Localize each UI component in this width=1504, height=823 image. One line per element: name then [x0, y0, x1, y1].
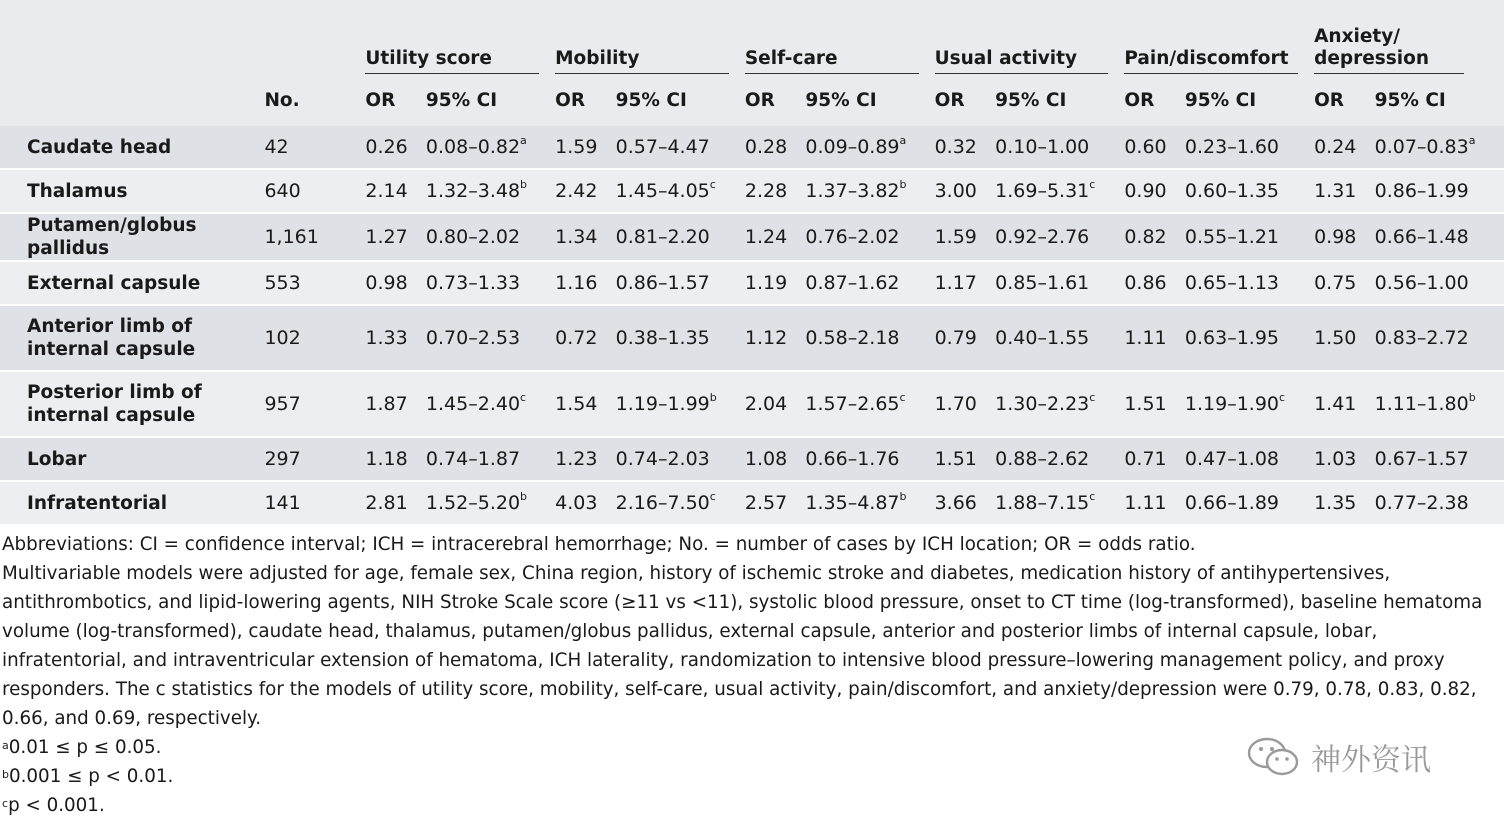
ci-header: 95% CI	[995, 89, 1067, 111]
or-cell: 1.51	[1124, 371, 1185, 437]
or-cell: 1.19	[745, 261, 806, 305]
significance-mark: a	[520, 134, 527, 147]
significance-mark: b	[899, 178, 907, 191]
ci-cell	[616, 169, 745, 213]
or-cell: 1.24	[745, 213, 806, 261]
group-header: Usual activity	[935, 48, 1109, 74]
ci-cell	[1185, 169, 1314, 213]
table-row	[0, 371, 1504, 437]
ci-cell	[1185, 213, 1314, 261]
location-cell: Anterior limb of internal capsule	[0, 305, 264, 371]
ci-value: 0.74–1.87	[425, 448, 521, 470]
significance-mark: b	[520, 490, 528, 503]
or-cell: 0.32	[935, 126, 996, 169]
location-cell: Infratentorial	[0, 481, 264, 524]
or-cell: 4.03	[555, 481, 616, 524]
group-header-row	[0, 0, 1504, 74]
or-cell: 0.75	[1314, 261, 1375, 305]
or-cell: 1.35	[1314, 481, 1375, 524]
ci-cell	[805, 213, 934, 261]
or-cell: 2.42	[555, 169, 616, 213]
ci-value: 0.86–1.99	[1374, 180, 1469, 202]
ci-value: 0.66–1.48	[1374, 226, 1469, 248]
ci-cell	[1185, 126, 1314, 169]
or-cell: 0.82	[1124, 213, 1185, 261]
count-cell: 640	[264, 169, 365, 213]
ci-cell	[426, 261, 555, 305]
ci-cell	[995, 169, 1124, 213]
or-cell: 2.81	[365, 481, 426, 524]
ci-cell	[805, 437, 934, 481]
or-header: OR	[744, 89, 775, 111]
ci-cell	[426, 371, 555, 437]
ci-value: 0.70–2.53	[425, 327, 521, 349]
location-cell: Thalamus	[0, 169, 264, 213]
ci-cell	[1375, 371, 1504, 437]
no-header: No.	[264, 89, 300, 111]
or-cell: 1.31	[1314, 169, 1375, 213]
ci-cell	[805, 481, 934, 524]
wechat-icon	[1245, 735, 1303, 779]
ci-value: 0.55–1.21	[1184, 226, 1279, 248]
or-cell: 1.11	[1124, 481, 1185, 524]
or-cell: 1.12	[745, 305, 806, 371]
ci-cell	[616, 261, 745, 305]
ci-cell	[805, 371, 934, 437]
ci-cell	[616, 305, 745, 371]
group-header: Anxiety/ depression	[1314, 26, 1464, 74]
ci-cell	[995, 126, 1124, 169]
significance-mark: c	[1089, 178, 1096, 191]
ci-cell	[995, 437, 1124, 481]
ci-cell	[1375, 437, 1504, 481]
or-cell: 1.50	[1314, 305, 1375, 371]
abbreviations-note: Abbreviations: CI = confidence interval; ICH = intracerebral hemorrhage; No. = number of cases by ICH location; OR = odds ratio.	[2, 534, 1196, 555]
ci-cell	[995, 481, 1124, 524]
or-cell: 1.59	[555, 126, 616, 169]
significance-mark: c	[709, 490, 716, 503]
ci-cell	[995, 305, 1124, 371]
significance-mark: c	[520, 391, 527, 404]
ci-cell	[805, 261, 934, 305]
ci-value: 0.09–0.89	[805, 136, 900, 158]
ci-value: 1.11–1.80	[1374, 393, 1469, 415]
or-header: OR	[555, 89, 586, 111]
or-cell: 1.27	[365, 213, 426, 261]
significance-mark: b	[709, 391, 717, 404]
or-cell: 0.98	[1314, 213, 1375, 261]
significance-mark: c	[1279, 391, 1286, 404]
ci-cell	[1375, 261, 1504, 305]
ci-cell	[616, 481, 745, 524]
footnote-text: p < 0.001.	[8, 795, 105, 816]
table-row	[0, 169, 1504, 213]
count-cell: 42	[264, 126, 365, 169]
ci-header: 95% CI	[615, 89, 687, 111]
or-cell: 0.28	[745, 126, 806, 169]
or-cell: 0.72	[555, 305, 616, 371]
ci-value: 0.83–2.72	[1374, 327, 1469, 349]
ci-header: 95% CI	[1374, 89, 1446, 111]
ci-value: 1.32–3.48	[425, 180, 521, 202]
ci-cell	[805, 126, 934, 169]
ci-value: 1.88–7.15	[995, 492, 1090, 514]
table-row	[0, 126, 1504, 169]
ci-cell	[426, 305, 555, 371]
ci-header: 95% CI	[1184, 89, 1257, 111]
count-cell: 102	[264, 305, 365, 371]
or-cell: 1.08	[745, 437, 806, 481]
or-cell: 2.28	[745, 169, 806, 213]
subheader-row	[0, 74, 1504, 126]
ci-value: 0.08–0.82	[425, 136, 521, 158]
significance-mark: c	[1089, 490, 1096, 503]
ci-cell	[995, 213, 1124, 261]
count-cell: 553	[264, 261, 365, 305]
or-cell: 0.98	[365, 261, 426, 305]
ci-cell	[1185, 481, 1314, 524]
ci-value: 0.47–1.08	[1184, 448, 1279, 470]
count-cell: 141	[264, 481, 365, 524]
footnote-mark: a	[2, 739, 9, 752]
location-cell: Caudate head	[0, 126, 264, 169]
ci-value: 0.07–0.83	[1374, 136, 1469, 158]
ci-cell	[1375, 126, 1504, 169]
count-cell: 297	[264, 437, 365, 481]
or-cell: 1.54	[555, 371, 616, 437]
or-cell: 0.90	[1124, 169, 1185, 213]
ci-cell	[995, 371, 1124, 437]
ci-value: 2.16–7.50	[615, 492, 710, 514]
or-cell: 0.71	[1124, 437, 1185, 481]
ci-value: 0.40–1.55	[995, 327, 1090, 349]
or-cell: 1.18	[365, 437, 426, 481]
or-cell: 1.34	[555, 213, 616, 261]
ci-value: 0.87–1.62	[805, 272, 900, 294]
ci-cell	[995, 261, 1124, 305]
or-cell: 0.26	[365, 126, 426, 169]
group-header: Utility score	[365, 48, 539, 74]
or-cell: 1.11	[1124, 305, 1185, 371]
ci-value: 1.19–1.99	[615, 393, 710, 415]
footnote-c	[2, 791, 1502, 820]
location-cell: External capsule	[0, 261, 264, 305]
or-cell: 0.60	[1124, 126, 1185, 169]
or-header: OR	[934, 89, 965, 111]
or-cell: 1.33	[365, 305, 426, 371]
or-cell: 1.87	[365, 371, 426, 437]
ci-cell	[426, 126, 555, 169]
or-cell: 0.79	[935, 305, 996, 371]
significance-mark: c	[899, 391, 906, 404]
watermark-text: 神外资讯	[1311, 743, 1431, 778]
location-cell: Posterior limb of internal capsule	[0, 371, 264, 437]
significance-mark: c	[1089, 391, 1096, 404]
ci-value: 1.37–3.82	[805, 180, 900, 202]
ci-cell	[1375, 305, 1504, 371]
ci-cell	[426, 213, 555, 261]
ci-value: 0.86–1.57	[615, 272, 710, 294]
or-cell: 2.04	[745, 371, 806, 437]
ci-cell	[1375, 481, 1504, 524]
group-header: Self-care	[745, 48, 919, 74]
ci-cell	[616, 437, 745, 481]
ci-value: 0.92–2.76	[995, 226, 1090, 248]
ci-value: 0.23–1.60	[1184, 136, 1279, 158]
count-cell: 957	[264, 371, 365, 437]
footnote-text: 0.001 ≤ p < 0.01.	[8, 766, 174, 787]
ci-value: 0.58–2.18	[805, 327, 900, 349]
ci-value: 0.80–2.02	[425, 226, 521, 248]
or-cell: 3.66	[935, 481, 996, 524]
ci-value: 0.10–1.00	[995, 136, 1090, 158]
ci-cell	[426, 169, 555, 213]
ci-value: 0.85–1.61	[995, 272, 1090, 294]
table-row	[0, 437, 1504, 481]
ci-value: 0.74–2.03	[615, 448, 710, 470]
ci-value: 0.81–2.20	[615, 226, 710, 248]
ci-header: 95% CI	[425, 89, 498, 111]
significance-mark: a	[899, 134, 907, 147]
ci-value: 0.56–1.00	[1374, 272, 1469, 294]
ci-cell	[1375, 169, 1504, 213]
or-cell: 1.70	[935, 371, 996, 437]
ci-value: 1.19–1.90	[1184, 393, 1279, 415]
ci-value: 0.63–1.95	[1184, 327, 1279, 349]
group-header: Mobility	[555, 48, 729, 74]
ci-value: 0.65–1.13	[1184, 272, 1279, 294]
or-cell: 2.57	[745, 481, 806, 524]
or-header: OR	[365, 89, 396, 111]
ci-value: 1.52–5.20	[425, 492, 521, 514]
ci-value: 1.30–2.23	[995, 393, 1090, 415]
or-cell: 0.24	[1314, 126, 1375, 169]
ci-value: 0.73–1.33	[425, 272, 521, 294]
ci-cell	[426, 481, 555, 524]
ci-cell	[1185, 305, 1314, 371]
or-cell: 0.86	[1124, 261, 1185, 305]
corner-cell	[0, 0, 264, 74]
ci-value: 0.76–2.02	[805, 226, 900, 248]
or-cell: 3.00	[935, 169, 996, 213]
ci-value: 0.67–1.57	[1374, 448, 1469, 470]
or-cell: 1.41	[1314, 371, 1375, 437]
count-cell: 1,161	[264, 213, 365, 261]
footnote-text: 0.01 ≤ p ≤ 0.05.	[8, 737, 162, 758]
ci-value: 0.38–1.35	[615, 327, 710, 349]
significance-mark: b	[899, 490, 907, 503]
ci-cell	[805, 169, 934, 213]
ci-value: 0.66–1.89	[1184, 492, 1279, 514]
ci-cell	[1185, 261, 1314, 305]
or-cell: 1.23	[555, 437, 616, 481]
or-cell: 1.17	[935, 261, 996, 305]
or-cell: 1.16	[555, 261, 616, 305]
table-row	[0, 213, 1504, 261]
ci-value: 1.45–2.40	[425, 393, 521, 415]
footnote-mark: c	[2, 797, 9, 810]
or-cell: 2.14	[365, 169, 426, 213]
significance-mark: c	[709, 178, 716, 191]
ci-value: 1.69–5.31	[995, 180, 1090, 202]
watermark	[1245, 735, 1431, 779]
ci-cell	[1375, 213, 1504, 261]
ci-cell	[1185, 437, 1314, 481]
location-cell: Putamen/globus pallidus	[0, 213, 264, 261]
or-header: OR	[1124, 89, 1155, 111]
table-body	[0, 126, 1504, 524]
ci-cell	[805, 305, 934, 371]
ci-value: 0.77–2.38	[1374, 492, 1469, 514]
table-row	[0, 481, 1504, 524]
or-cell: 1.59	[935, 213, 996, 261]
significance-mark: a	[1468, 134, 1476, 147]
significance-mark: b	[520, 178, 528, 191]
ci-value: 0.88–2.62	[995, 448, 1090, 470]
location-cell: Lobar	[0, 437, 264, 481]
models-note: Multivariable models were adjusted for age, female sex, China region, history of ischemic stroke and diabetes, medication history of antihypertensives, antithrombotics, and lipid-lowering agents, NIH Stroke Scale score (≥11 vs <11), systolic blood pressure, onset to CT time (log-transformed), baseline hematoma volume (log-transformed), caudate head, thalamus, putamen/globus pallidus, external capsule, anterior and posterior limbs of internal capsule, lobar, infratentorial, and intraventricular extension of hematoma, ICH laterality, randomization to intensive blood pressure–lowering management policy, and proxy responders. The c statistics for the models of utility score, mobility, self-care, usual activity, pain/discomfort, and anxiety/depression were 0.79, 0.78, 0.83, 0.82, 0.66, and 0.69, respectively.	[2, 563, 1483, 729]
group-header: Pain/discomfort	[1124, 48, 1298, 74]
ci-cell	[426, 437, 555, 481]
ci-value: 1.45–4.05	[615, 180, 710, 202]
ci-value: 0.60–1.35	[1184, 180, 1279, 202]
ci-cell	[1185, 371, 1314, 437]
ci-cell	[616, 126, 745, 169]
ci-value: 1.35–4.87	[805, 492, 900, 514]
or-cell: 1.51	[935, 437, 996, 481]
ci-cell	[616, 371, 745, 437]
ci-value: 0.66–1.76	[805, 448, 900, 470]
ci-value: 0.57–4.47	[615, 136, 710, 158]
table-row	[0, 261, 1504, 305]
table-row	[0, 305, 1504, 371]
ci-header: 95% CI	[805, 89, 877, 111]
or-header: OR	[1314, 89, 1345, 111]
footnote-mark: b	[2, 768, 9, 781]
or-cell: 1.03	[1314, 437, 1375, 481]
significance-mark: b	[1468, 391, 1476, 404]
ci-cell	[616, 213, 745, 261]
ci-value: 1.57–2.65	[805, 393, 900, 415]
